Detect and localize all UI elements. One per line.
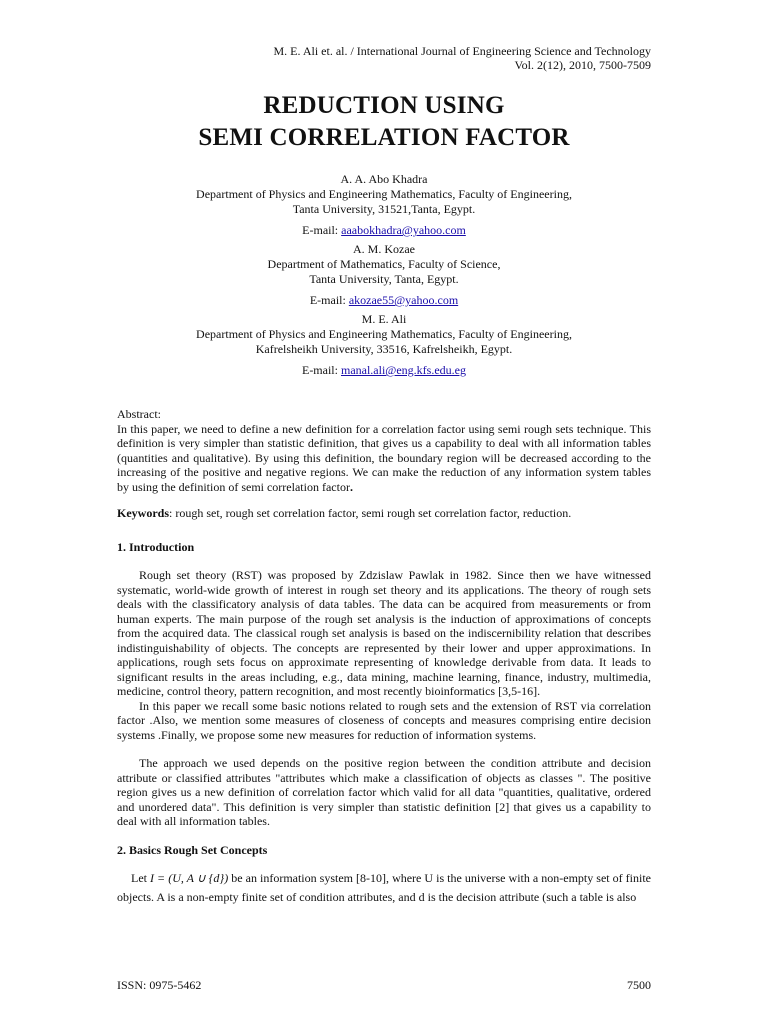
abstract-label: Abstract: [117,407,161,421]
basics-paragraph-1 [117,869,651,907]
abstract-text [117,422,651,495]
basics-lead: Let [131,871,151,885]
intro-paragraph-1: Rough set theory (RST) was proposed by Zdzislaw Pawlak in 1982. Since then we have witnessed systematic, world-wide growth of interest in rough set theory and its applications. The theory of rough sets deals with the classificatory analysis of data tables. The data can be acquired from measurements or from human experts. The main purpose of the rough set analysis is the induction of approximations of concepts from the acquired data. The classical rough set analysis is based on the indiscernibility relation that describes indistinguishability of objects. The concepts are represented by their lower and upper approximations. In applications, rough sets focus on approximate representing of knowledge derivable from data. It leads to significant results in the areas including, e.g., data mining, machine learning, finance, industry, multimedia, medicine, control theory, pattern recognition, and most recently bioinformatics [3,5-16]. [117,568,651,698]
paper-body [117,407,651,907]
author-affiliation: Kafrelsheikh University, 33516, Kafrelsheikh, Egypt. [255,342,513,356]
title-line-2: SEMI CORRELATION FACTOR [198,124,570,151]
author-affiliation: Department of Physics and Engineering Mathematics, Faculty of Engineering, [196,187,572,201]
author-block [117,242,651,308]
abstract-end: . [349,479,353,494]
section-heading-introduction: 1. Introduction [117,539,195,554]
title-line-1: REDUCTION USING [263,92,505,119]
intro-paragraph-2: In this paper we recall some basic notions related to rough sets and the extension of RST via correlation factor .Also, we mention some measures of closeness of concepts and measures comprising entire decision systems .Finally, we propose some new measures for reduction of information systems. [117,698,651,742]
email-label: E-mail: [309,293,349,307]
author-email-line [117,363,651,378]
author-list [117,172,651,382]
basics-formula: I = (U, A ∪ {d}) [150,871,229,885]
paper-title [0,90,768,154]
author-email-line [117,293,651,308]
author-affiliation: Department of Physics and Engineering Mathematics, Faculty of Engineering, [196,327,572,341]
author-email-link[interactable]: aaabokhadra@yahoo.com [341,223,466,237]
keywords-label: Keywords [117,506,169,520]
author-affiliation: Tanta University, Tanta, Egypt. [309,272,459,286]
section-heading-basics: 2. Basics Rough Set Concepts [117,842,268,857]
author-block [117,172,651,238]
running-header-volume: Vol. 2(12), 2010, 7500-7509 [514,58,651,72]
author-email-link[interactable]: manal.ali@eng.kfs.edu.eg [340,363,466,377]
abstract-body: In this paper, we need to define a new definition for a correlation factor using semi rough sets technique. This definition is very simpler than statistic definition, that gives us a capability to deal with all information tables (quantities and qualitative). By using this definition, the boundary region will be decreased according to the increasing of the positive and negative regions. We can make the reduction of any information system tables by using the definition of semi correlation factor [117,421,651,494]
intro-paragraph-3: The approach we used depends on the positive region between the condition attribute and decision attribute or classified attributes "attributes which make a classification of objects as classes ". The positive region gives us a new definition of correlation factor which valid for all data "quantities, qualitative, ordered and unordered data". This definition is very simpler than statistic definition [2] that gives us a capability to deal with all information tables. [117,756,651,828]
author-name: A. A. Abo Khadra [340,172,428,186]
author-name: M. E. Ali [361,312,407,326]
author-block [117,312,651,378]
keywords-text: : rough set, rough set correlation factor, semi rough set correlation factor, reduction. [169,506,572,520]
basics-text: be an information system [8-10], where U is the universe with a non-empty set of finite objects. A is a non-empty finite set of condition attributes, and d is the decision attribute (such a table is also [117,871,651,904]
author-affiliation: Department of Mathematics, Faculty of Science, [267,257,501,271]
author-affiliation: Tanta University, 31521,Tanta, Egypt. [292,202,476,216]
running-header-journal: M. E. Ali et. al. / International Journal of Engineering Science and Technology [273,44,651,58]
author-email-link[interactable]: akozae55@yahoo.com [348,293,459,307]
running-header [273,44,651,72]
author-email-line [117,223,651,238]
footer-page-number: 7500 [627,978,651,992]
email-label: E-mail: [301,363,341,377]
email-label: E-mail: [302,223,342,237]
footer-issn: ISSN: 0975-5462 [117,978,202,992]
keywords-line [117,506,651,521]
author-name: A. M. Kozae [353,242,415,256]
